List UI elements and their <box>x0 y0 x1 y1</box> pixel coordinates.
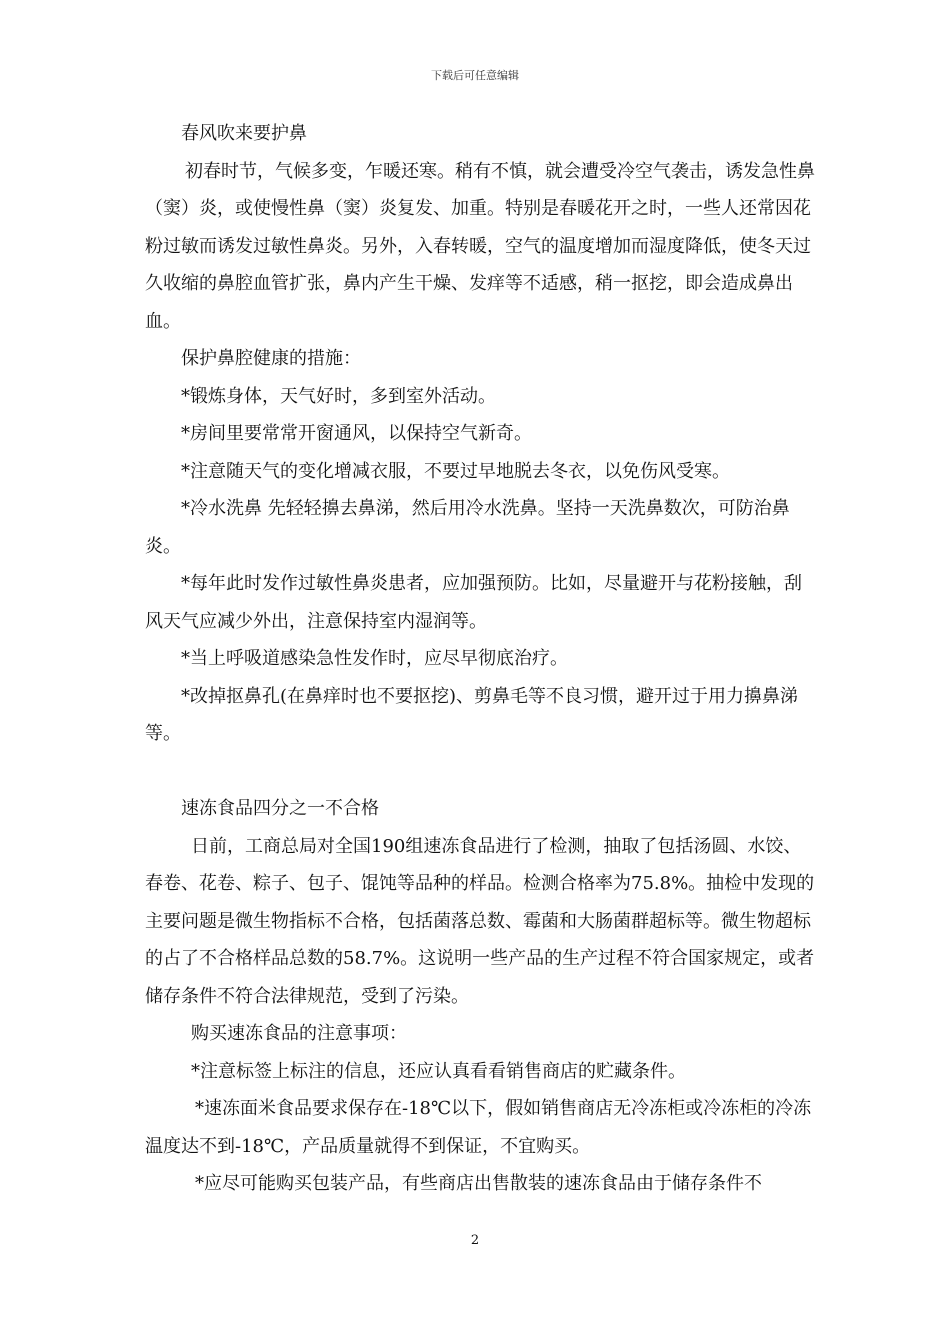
list-item: *速冻面米食品要求保存在-18℃以下，假如销售商店无冷冻柜或冷冻柜的冷冻温度达不到-18℃，产品质量就得不到保证，不宜购买。 <box>145 1098 812 1157</box>
list-item: *改掉抠鼻孔(在鼻痒时也不要抠挖)、剪鼻毛等不良习惯，避开过于用力擤鼻涕等。 <box>145 685 799 744</box>
list-item: *应尽可能购买包装产品，有些商店出售散装的速冻食品由于储存条件不 <box>195 1173 762 1194</box>
list-item: *锻炼身体，天气好时，多到室外活动。 <box>181 385 496 407</box>
article-nose-care <box>145 115 815 753</box>
section-heading: 保护鼻腔健康的措施： <box>181 348 361 369</box>
page-number: 2 <box>470 1233 480 1248</box>
list-item: *每年此时发作过敏性鼻炎患者，应加强预防。比如，尽量避开与花粉接触，刮风天气应减少外出，注意保持室内湿润等。 <box>145 573 802 632</box>
section-heading: 购买速冻食品的注意事项： <box>191 1023 407 1044</box>
list-item: *当上呼吸道感染急性发作时，应尽早彻底治疗。 <box>181 648 568 669</box>
article-paragraph: 初春时节，气候多变，乍暖还寒。稍有不慎，就会遭受冷空气袭击，诱发急性鼻（窦）炎，或使慢性鼻（窦）炎复发、加重。特别是春暖花开之时，一些人还常因花粉过敏而诱发过敏性鼻炎。另外，入春转暖，空气的温度增加而湿度降低，使冬天过久收缩的鼻腔血管扩张，鼻内产生干燥、发痒等不适感，稍一抠挖，即会造成鼻出血。 <box>145 160 815 332</box>
list-item: *冷水洗鼻 先轻轻擤去鼻涕，然后用冷水洗鼻。坚持一天洗鼻数次，可防治鼻炎。 <box>145 498 790 557</box>
article-paragraph: 日前，工商总局对全国190组速冻食品进行了检测，抽取了包括汤圆、水饺、春卷、花卷、粽子、包子、馄饨等品种的样品。检测合格率为75.8%。抽检中发现的主要问题是微生物指标不合格，包括菌落总数、霉菌和大肠菌群超标等。微生物超标的占了不合格样品总数的58.7%。这说明一些产品的生产过程不符合国家规定，或者储存条件不符合法律规范，受到了污染。 <box>145 835 815 1007</box>
list-item: *注意标签上标注的信息，还应认真看看销售商店的贮藏条件。 <box>191 1060 686 1082</box>
article-frozen-food <box>145 790 815 1203</box>
list-item: *房间里要常常开窗通风，以保持空气新奇。 <box>181 423 532 444</box>
list-item: *注意随天气的变化增减衣服，不要过早地脱去冬衣，以免伤风受寒。 <box>181 460 730 482</box>
page-header: 下载后可任意编辑 <box>431 69 519 82</box>
article-title: 速冻食品四分之一不合格 <box>181 798 379 819</box>
article-title: 春风吹来要护鼻 <box>181 123 307 144</box>
